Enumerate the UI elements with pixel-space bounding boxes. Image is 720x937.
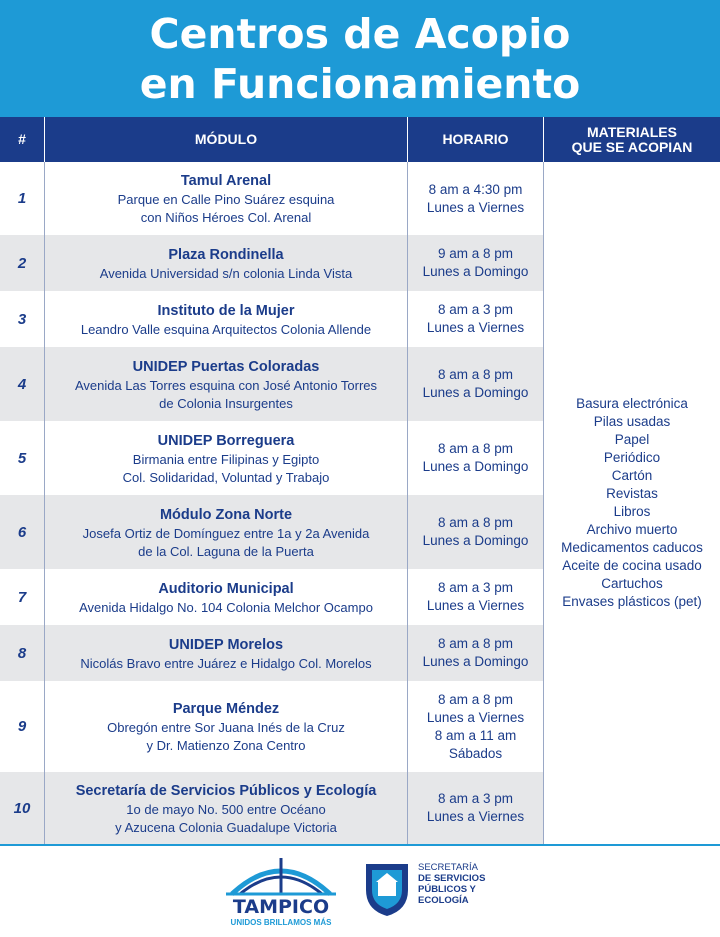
table-row [0,291,544,347]
horario-cell [408,772,543,844]
table-row [0,235,544,291]
module-cell [45,495,407,569]
table-row [0,569,544,625]
row-number: 7 [17,588,27,606]
material-item: Basura electrónica [576,396,688,411]
module-address-line: con Niños Héroes Col. Arenal [140,210,312,225]
module-cell [45,421,407,495]
table-row [0,347,544,421]
module-address-line: Obregón entre Sor Juana Inés de la Cruz [107,720,345,735]
header-materiales [544,117,720,162]
horario-line: Lunes a Viernes [426,809,525,824]
horario-line: 8 am a 11 am [434,727,517,743]
horario-line: 8 am a 8 pm [437,441,514,456]
horario-line: 8 am a 8 pm [437,636,514,651]
module-name: UNIDEP Morelos [168,636,284,653]
horario-cell [408,495,543,569]
horario-line: Lunes a Domingo [422,533,529,548]
material-item: Cartón [611,468,653,483]
module-name: UNIDEP Borreguera [157,432,295,449]
horario-line: Lunes a Domingo [422,459,529,474]
row-number: 6 [17,523,27,541]
column-divider [407,162,408,844]
header-horario: HORARIO [408,117,543,162]
header-modulo: MÓDULO [45,117,407,162]
module-cell [45,681,407,772]
table-row [0,681,544,772]
table-row [0,625,544,681]
horario-line: Lunes a Domingo [422,654,529,669]
header-materiales-line: MATERIALES [587,123,677,140]
module-name: Tamul Arenal [180,173,272,189]
module-name: Parque Méndez [172,701,280,717]
horario-line: 8 am a 4:30 pm [428,181,523,197]
tampico-name: TAMPICO [232,896,330,918]
material-item: Revistas [606,486,658,501]
secretaria-line-3: PÚBLICOS Y [418,884,476,895]
horario-line: Lunes a Viernes [426,199,525,215]
module-name: Secretaría de Servicios Públicos y Ecología [75,782,377,799]
module-address-line: Avenida Hidalgo No. 104 Colonia Melchor Ocampo [79,599,373,615]
module-address-line: de Colonia Insurgentes [159,395,293,411]
table-row [0,421,544,495]
horario-line: Sábados [448,745,503,761]
row-number: 9 [17,718,27,735]
horario-line: Lunes a Viernes [426,598,525,613]
horario-line: Lunes a Domingo [422,264,529,279]
horario-line: 8 am a 3 pm [437,791,514,806]
tampico-bridge-icon [222,854,340,900]
module-cell [45,347,407,421]
horario-line: Lunes a Domingo [422,385,529,400]
horario-line: 9 am a 8 pm [437,246,514,261]
module-cell [45,235,407,291]
column-divider [44,162,45,844]
module-cell [45,569,407,625]
horario-line: 8 am a 3 pm [437,302,514,317]
horario-cell [408,291,543,347]
row-number: 10 [13,799,31,817]
material-item: Envases plásticos (pet) [562,594,702,609]
secretaria-line-2: DE SERVICIOS [418,873,486,884]
row-number: 1 [17,190,27,207]
secretaria-text [418,862,522,906]
table-row [0,495,544,569]
table-row [0,162,544,235]
secretaria-line-4: ECOLOGÍA [418,895,469,906]
module-name: Módulo Zona Norte [159,506,293,523]
row-number: 2 [17,254,27,272]
horario-line: Lunes a Viernes [426,709,525,725]
material-item: Libros [613,504,651,519]
module-address-line: de la Col. Laguna de la Puerta [138,543,314,559]
module-cell [45,162,407,235]
module-name: Auditorio Municipal [158,580,294,597]
secretaria-line-1: SECRETARÍA [418,862,479,873]
module-address-line: Nicolás Bravo entre Juárez e Hidalgo Col. Morelos [80,655,372,671]
header-num: # [0,117,44,162]
module-address-line: Leandro Valle esquina Arquitectos Colonia Allende [80,321,372,337]
module-address-line: Avenida Las Torres esquina con José Antonio Torres [74,377,378,393]
header-materiales-line: QUE SE ACOPIAN [571,138,693,155]
tampico-slogan: UNIDOS BRILLAMOS MÁS [230,918,332,927]
tampico-logo [222,854,340,930]
module-cell [45,772,407,844]
horario-cell [408,681,543,772]
horario-line: 8 am a 3 pm [437,580,514,595]
horario-line: Lunes a Viernes [426,320,525,335]
module-address-line: Avenida Universidad s/n colonia Linda Vista [99,265,353,281]
module-address-line: y Dr. Matienzo Zona Centro [146,738,306,753]
module-address-line: Josefa Ortiz de Domínguez entre 1a y 2a Avenida [82,525,370,541]
materiales-list [544,162,720,844]
material-item: Pilas usadas [593,414,671,429]
horario-cell [408,625,543,681]
column-divider [543,162,544,844]
horario-cell [408,421,543,495]
horario-cell [408,347,543,421]
shield-icon [362,860,412,918]
material-item: Papel [614,432,650,447]
module-cell [45,625,407,681]
material-item: Periódico [603,450,661,465]
row-number: 3 [17,310,27,328]
material-item: Cartuchos [601,576,663,591]
module-name: Instituto de la Mujer [157,302,295,319]
materiales-items [561,395,703,611]
module-address-line: 1o de mayo No. 500 entre Océano [126,801,326,817]
footer [0,846,720,937]
row-number: 5 [17,449,27,467]
module-address-line: Parque en Calle Pino Suárez esquina [117,192,335,207]
material-item: Aceite de cocina usado [562,558,702,573]
module-cell [45,291,407,347]
module-name: UNIDEP Puertas Coloradas [132,358,320,375]
module-name: Plaza Rondinella [168,246,284,263]
horario-line: 8 am a 8 pm [437,691,514,707]
page-title-line-2: en Funcionamiento [139,60,581,108]
horario-line: 8 am a 8 pm [437,515,514,530]
module-address-line: Col. Solidaridad, Voluntad y Trabajo [122,469,330,485]
module-address-line: y Azucena Colonia Guadalupe Victoria [115,819,337,835]
page-title-line-1: Centros de Acopio [149,10,571,58]
secretaria-logo [362,860,522,920]
material-item: Archivo muerto [586,522,678,537]
horario-cell [408,162,543,235]
table-row [0,772,544,844]
row-number: 8 [17,644,27,662]
horario-line: 8 am a 8 pm [437,367,514,382]
horario-cell [408,235,543,291]
row-number: 4 [17,375,27,393]
material-item: Medicamentos caducos [561,540,703,555]
module-address-line: Birmania entre Filipinas y Egipto [132,451,320,467]
horario-cell [408,569,543,625]
title-banner [0,0,720,117]
